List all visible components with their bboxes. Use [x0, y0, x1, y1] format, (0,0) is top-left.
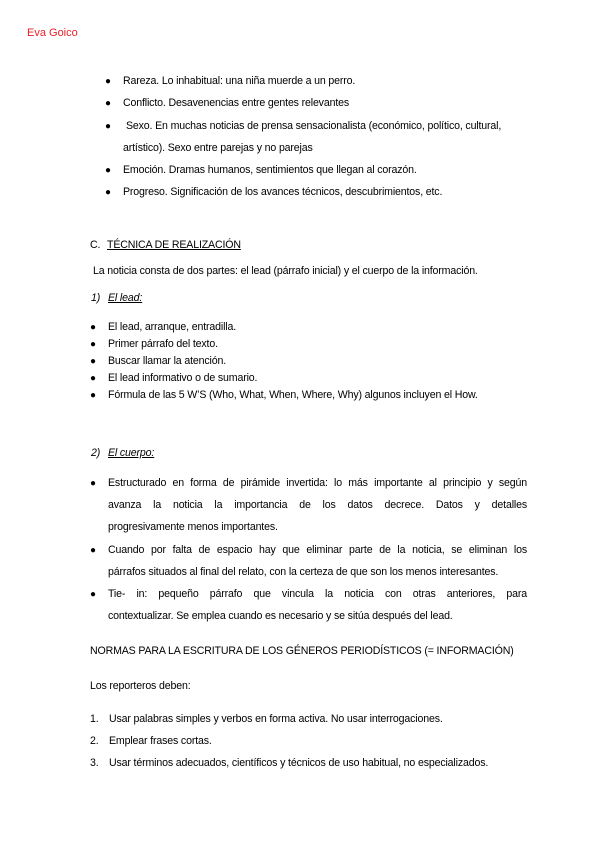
list-item: Fórmula de las 5 W’S (Who, What, When, Where, Why) algunos incluyen el How.: [108, 389, 478, 401]
list-item-continuation: contextualizar. Se emplea cuando es necesario y se sitúa después del lead.: [108, 610, 453, 622]
list-item: Conflicto. Desavenencias entre gentes relevantes: [123, 97, 349, 109]
bullet-icon: ●: [105, 121, 112, 132]
list-item-continuation: párrafos situados al final del relato, con la certeza de que son los menos interesantes.: [108, 566, 499, 578]
bullet-icon: ●: [90, 322, 97, 333]
bullet-icon: ●: [90, 589, 97, 600]
subsection-number: 1): [91, 292, 101, 304]
bullet-icon: ●: [105, 165, 112, 176]
list-item: Progreso. Significación de los avances técnicos, descubrimientos, etc.: [123, 186, 443, 198]
list-item-continuation: progresivamente menos importantes.: [108, 521, 278, 533]
section-letter: C.: [90, 239, 101, 251]
bullet-icon: ●: [105, 187, 112, 198]
bullet-icon: ●: [90, 390, 97, 401]
bullet-icon: ●: [105, 98, 112, 109]
list-item: Usar palabras simples y verbos en forma activa. No usar interrogaciones.: [109, 713, 443, 725]
header-author: Eva Goico: [27, 27, 78, 39]
list-item: Tie- in: pequeño párrafo que vincula la noticia con otras anteriores, para: [108, 588, 527, 600]
bullet-icon: ●: [90, 545, 97, 556]
list-item: Buscar llamar la atención.: [108, 355, 226, 367]
list-item: Primer párrafo del texto.: [108, 338, 218, 350]
bullet-icon: ●: [90, 356, 97, 367]
norms-intro: Los reporteros deben:: [90, 680, 191, 692]
bullet-icon: ●: [90, 339, 97, 350]
list-item-continuation: artístico). Sexo entre parejas y no parejas: [123, 142, 313, 154]
list-item: Usar términos adecuados, científicos y técnicos de uso habitual, no especializados.: [109, 757, 489, 769]
subsection-title-body: El cuerpo:: [108, 447, 155, 459]
section-intro: La noticia consta de dos partes: el lead (párrafo inicial) y el cuerpo de la información.: [93, 265, 478, 277]
subsection-number: 2): [91, 447, 101, 459]
list-item-continuation: avanza la noticia la importancia de los datos decrece. Datos y detalles: [108, 499, 527, 511]
list-item: El lead informativo o de sumario.: [108, 372, 258, 384]
norms-title: NORMAS PARA LA ESCRITURA DE LOS GÉNEROS PERIODÍSTICOS (= INFORMACIÓN): [90, 645, 514, 657]
list-number: 3.: [90, 757, 99, 769]
list-item: Emoción. Dramas humanos, sentimientos que llegan al corazón.: [123, 164, 417, 176]
list-item: Emplear frases cortas.: [109, 735, 212, 747]
list-item: Cuando por falta de espacio hay que eliminar parte de la noticia, se eliminan los: [108, 544, 527, 556]
section-title: TÉCNICA DE REALIZACIÓN: [107, 239, 241, 251]
subsection-title-lead: El lead:: [108, 292, 143, 304]
list-number: 2.: [90, 735, 99, 747]
list-number: 1.: [90, 713, 99, 725]
bullet-icon: ●: [90, 373, 97, 384]
list-item: Rareza. Lo inhabitual: una niña muerde a un perro.: [123, 75, 356, 87]
list-item: El lead, arranque, entradilla.: [108, 321, 237, 333]
bullet-icon: ●: [90, 478, 97, 489]
list-item: Estructurado en forma de pirámide invertida: lo más importante al principio y según: [108, 477, 527, 489]
list-item: Sexo. En muchas noticias de prensa sensacionalista (económico, político, cultural,: [126, 120, 502, 132]
bullet-icon: ●: [105, 76, 112, 87]
